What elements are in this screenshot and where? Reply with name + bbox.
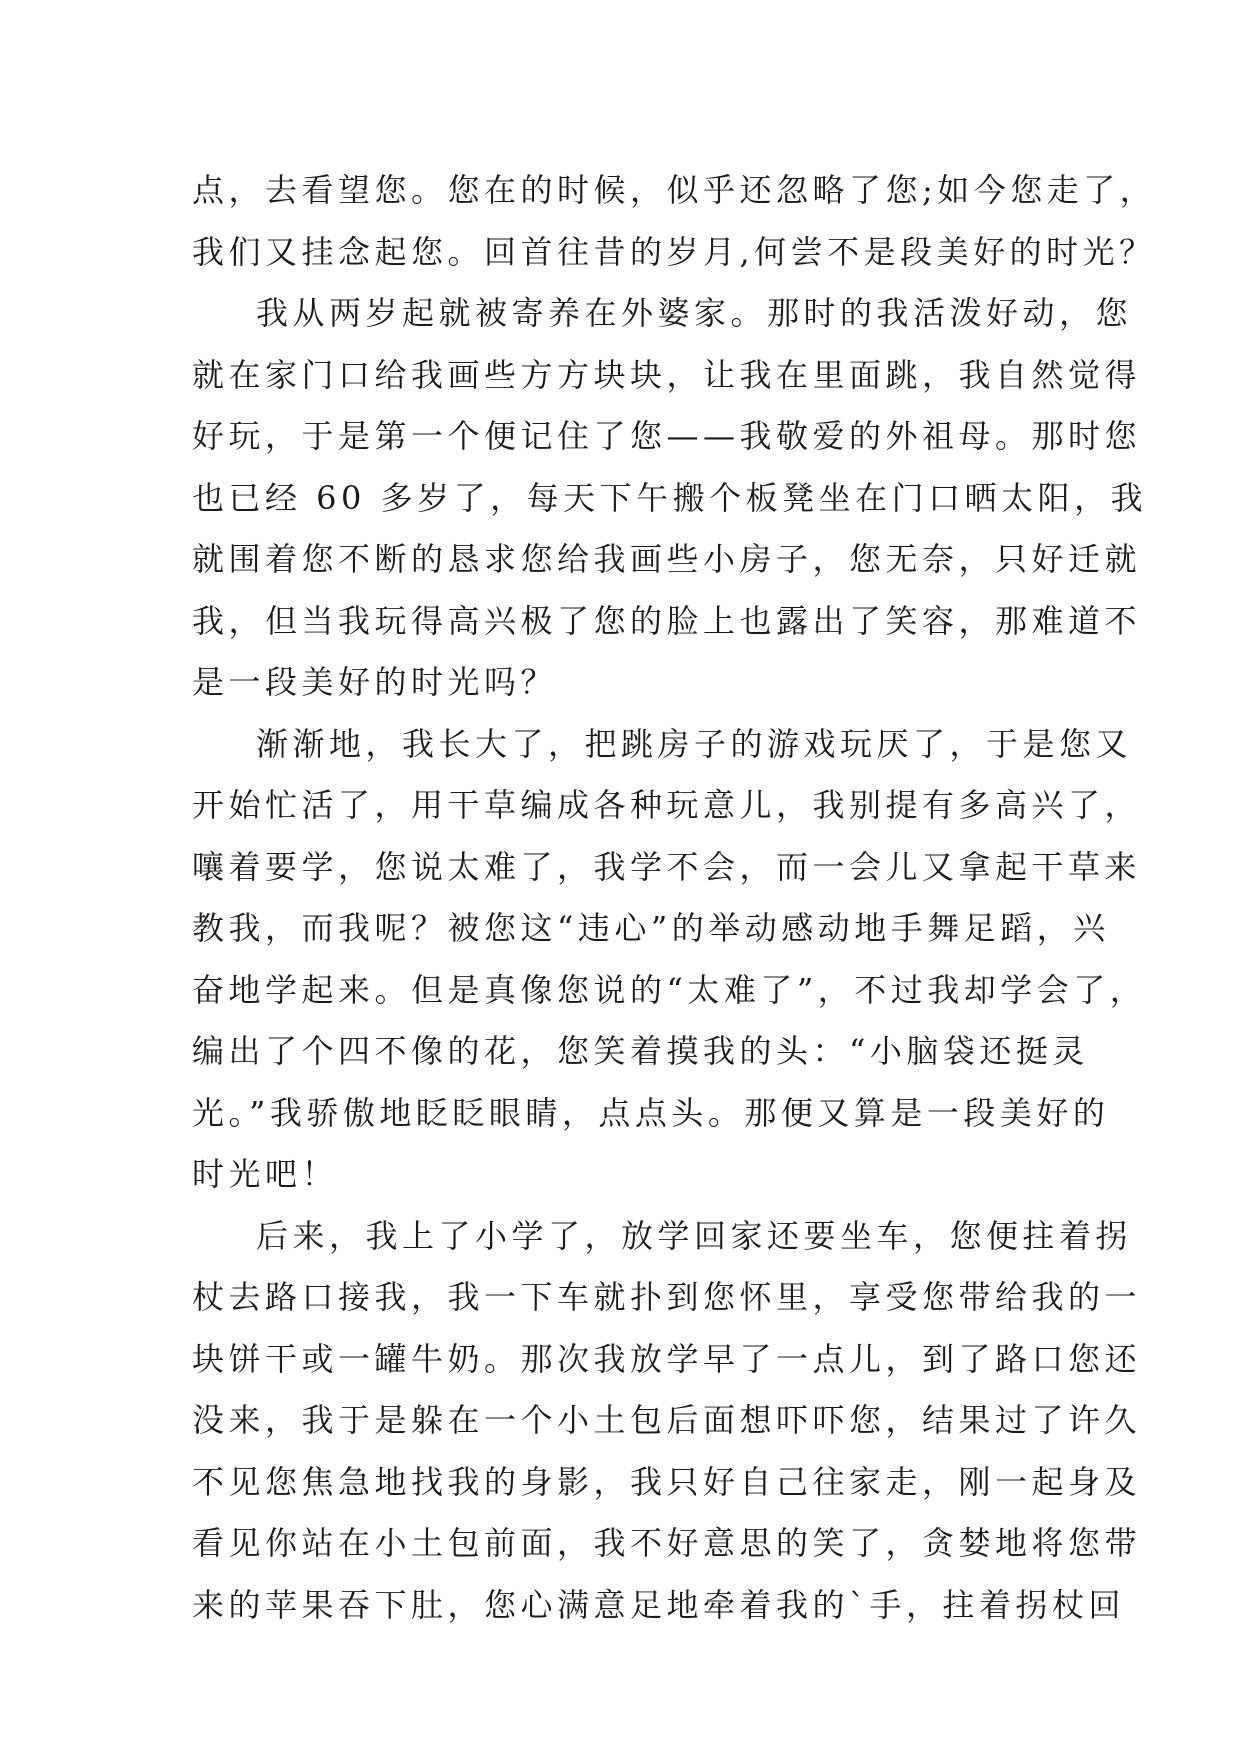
text-line: 杖去路口接我，我一下车就扑到您怀里，享受您带给我的一 (192, 1278, 1142, 1316)
text-line: 我们又挂念起您。回首往昔的岁月,何尝不是段美好的时光？ (192, 232, 1156, 271)
text-line: 我，但当我玩得高兴极了您的脸上也露出了笑容，那难道不 (192, 601, 1142, 640)
text-line: 编出了个四不像的花，您笑着摸我的头：“小脑袋还挺灵 (192, 1032, 1089, 1070)
text-line: 点，去看望您。您在的时候，似乎还忽略了您;如今您走了， (192, 171, 1157, 209)
paragraph-start-line: 我从两岁起就被寄养在外婆家。那时的我活泼好动，您 (256, 294, 1133, 332)
body-text (192, 160, 1157, 1636)
text-line: 块饼干或一罐牛奶。那次我放学早了一点儿，到了路口您还 (192, 1339, 1142, 1378)
text-line: 好玩，于是第一个便记住了您——我敬爱的外祖母。那时您 (192, 417, 1142, 455)
paragraph-start-line: 后来，我上了小学了，放学回家还要坐车，您便拄着拐 (256, 1216, 1133, 1255)
text-line: 光。”我骄傲地眨眨眼睛，点点头。那便又算是一段美好的 (192, 1093, 1110, 1132)
text-line: 看见你站在小土包前面，我不好意思的笑了，贪婪地将您带 (192, 1524, 1142, 1562)
text-line: 开始忙活了，用干草编成各种玩意儿，我别提有多高兴了， (192, 786, 1142, 824)
text-line: 就在家门口给我画些方方块块，让我在里面跳，我自然觉得 (192, 355, 1142, 394)
text-line: 没来，我于是躲在一个小土包后面想吓吓您，结果过了许久 (192, 1401, 1142, 1439)
text-line: 嚷着要学，您说太难了，我学不会，而一会儿又拿起干草来 (192, 847, 1142, 886)
paragraph-start-line: 渐渐地，我长大了，把跳房子的游戏玩厌了，于是您又 (256, 724, 1133, 763)
text-line: 来的苹果吞下肚，您心满意足地牵着我的`手，拄着拐杖回 (192, 1585, 1126, 1624)
text-line: 就围着您不断的恳求您给我画些小房子，您无奈，只好迁就 (192, 540, 1142, 578)
text-line: 时光吧！ (192, 1155, 339, 1193)
text-line: 不见您焦急地找我的身影，我只好自己往家走，刚一起身及 (192, 1462, 1142, 1501)
text-line: 教我，而我呢？被您这“违心”的举动感动地手舞足蹈，兴 (192, 909, 1110, 947)
text-line: 是一段美好的时光吗？ (192, 663, 558, 701)
text-line: 奋地学起来。但是真像您说的“太难了”，不过我却学会了， (192, 970, 1147, 1009)
text-line: 也已经 60 多岁了，每天下午搬个板凳坐在门口晒太阳，我 (192, 478, 1148, 517)
